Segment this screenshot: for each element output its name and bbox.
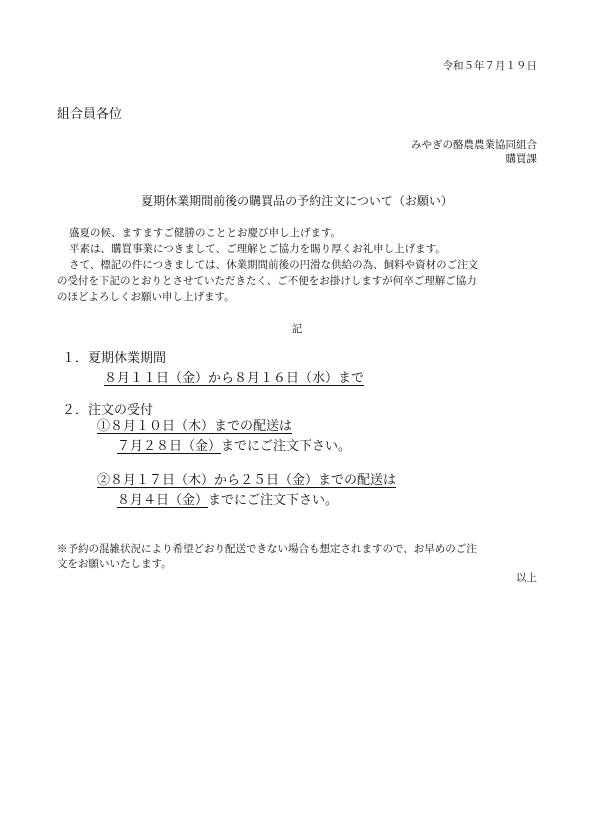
document-date: 令和５年７月１９日 [442,60,537,72]
body-line-1: 盛夏の候、ますますご健勝のこととお慶び申し上げます。 [69,227,342,239]
body-line-2: 平素は、購買事業につきまして、ご理解とご協力を賜り厚くお礼申し上げます。 [69,243,446,255]
section-2-heading: ２．注文の受付 [62,403,154,418]
order-item-2-deadline-date: ８月４日（金） [117,493,209,508]
note-line-2: 文をお願いいたします。 [57,558,172,570]
document-title: 夏期休業期間前後の購買品の予約注文について（お願い） [141,194,453,208]
section-1-heading: １．夏期休業期間 [62,351,167,366]
order-item-1-delivery: ①８月１０日（木）までの配送は [97,419,293,434]
addressee: 組合員各位 [57,107,123,122]
order-item-2-delivery: ②８月１７日（木）から２５日（金）までの配送は [97,473,397,488]
closing-mark: 以上 [516,572,537,584]
ki-heading: 記 [291,323,303,335]
order-item-1-deadline [117,440,351,453]
order-item-1-deadline-date: ７月２８日（金） [117,439,222,454]
order-item-1-deadline-text: までにご注文下さい。 [221,439,352,454]
sender-organization: みやぎの酪農農業協同組合 [411,139,537,151]
section-1-period: ８月１１日（金）から８月１６日（水）まで [104,371,365,386]
body-line-5: のほどよろしくお願い申し上げます。 [57,291,235,303]
body-line-3: さて、標記の件につきましては、休業期間前後の円滑な供給の為、飼料や資材のご注文 [69,259,479,271]
body-line-4: の受付を下記のとおりとさせていただきたく、ご不便をお掛けしますが何卒ご理解ご協力 [57,275,477,287]
order-item-2-deadline-text: までにご注文下さい。 [208,493,339,508]
note-line-1: ※予約の混雑状況により希望どおり配送できない場合も想定されますので、お早めのご注 [57,543,477,555]
sender-department: 購買課 [505,153,537,165]
order-item-2-deadline [117,494,338,507]
